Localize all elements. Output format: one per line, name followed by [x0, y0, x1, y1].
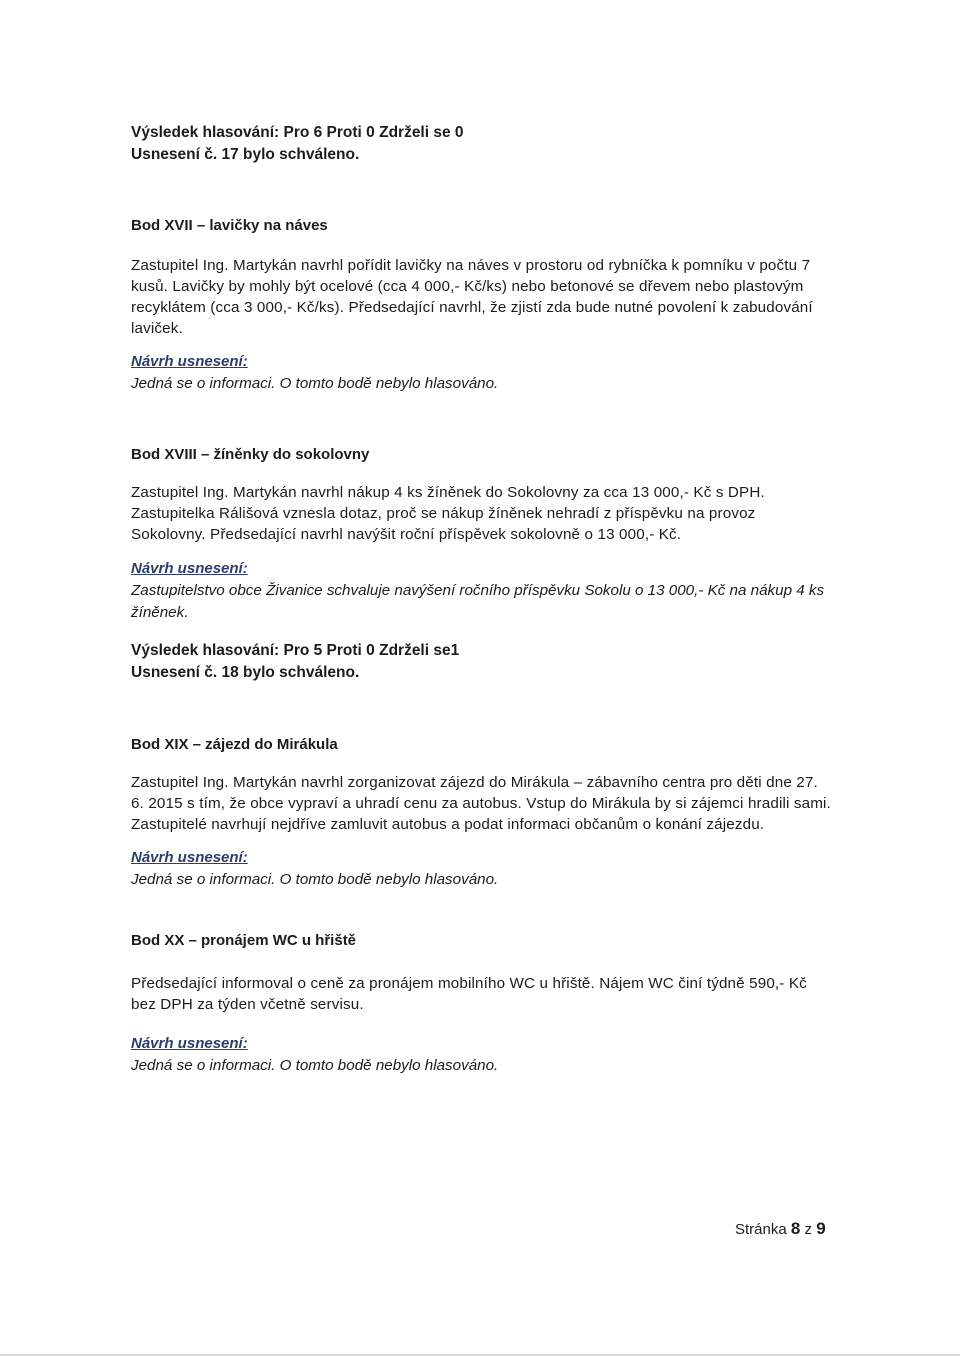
proposal-label: Návrh usnesení:: [131, 1035, 248, 1052]
section-bod-xvii: [131, 215, 831, 237]
page-number-prefix: Stránka: [735, 1221, 791, 1238]
section-bod-xix-proposal: [131, 847, 831, 891]
proposal-text: Jedná se o informaci. O tomto bodě nebylo hlasováno.: [131, 871, 499, 888]
vote-result-line: Výsledek hlasování: Pro 6 Proti 0 Zdrželi se 0: [131, 124, 464, 141]
section-heading: Bod XVIII – žíněnky do sokolovny: [131, 446, 370, 463]
page-number-middle: z: [800, 1221, 817, 1238]
proposal-label: Návrh usnesení:: [131, 560, 248, 577]
section-heading: Bod XIX – zájezd do Mirákula: [131, 736, 338, 753]
section-bod-xviii-body: [131, 482, 831, 545]
page-number: [735, 1219, 826, 1240]
section-bod-xvii-proposal: [131, 351, 831, 395]
page-number-total: 9: [816, 1219, 826, 1238]
section-bod-xx: [131, 930, 831, 952]
proposal-label: Návrh usnesení:: [131, 353, 248, 370]
proposal-text: Zastupitelstvo obce Živanice schvaluje navýšení ročního příspěvku Sokolu o 13 000,- Kč na nákup 4 ks žíněnek.: [131, 582, 825, 621]
scan-edge-divider: [0, 1354, 960, 1356]
section-heading: Bod XX – pronájem WC u hřiště: [131, 932, 357, 949]
section-heading: Bod XVII – lavičky na náves: [131, 217, 328, 234]
proposal-text: Jedná se o informaci. O tomto bodě nebylo hlasováno.: [131, 1057, 499, 1074]
section-bod-xix-body: [131, 772, 831, 835]
proposal-label: Návrh usnesení:: [131, 849, 248, 866]
proposal-text: Jedná se o informaci. O tomto bodě nebylo hlasováno.: [131, 375, 499, 392]
section-paragraph: Předsedající informoval o ceně za pronájem mobilního WC u hřiště. Nájem WC činí týdně 590,- Kč bez DPH za týden včetně servisu.: [131, 975, 807, 1013]
page-number-current: 8: [790, 1219, 801, 1238]
section-bod-xix: [131, 734, 831, 756]
resolution-approved-line: Usnesení č. 17 bylo schváleno.: [131, 146, 360, 163]
section-paragraph: Zastupitel Ing. Martykán navrhl nákup 4 ks žíněnek do Sokolovny za cca 13 000,- Kč s DPH. Zastupitelka Rálišová vznesla dotaz, proč se nákup žíněnek nehradí z příspěvku na provoz Sokolovny. Předsedající navrhl navýšit roční příspěvek sokolovně o 13 000,- Kč.: [131, 484, 765, 543]
vote-result-18: [131, 640, 831, 684]
section-paragraph: Zastupitel Ing. Martykán navrhl pořídit lavičky na náves v prostoru od rybníčka k pomníku v počtu 7 kusů. Lavičky by mohly být ocelové (cca 4 000,- Kč/ks) nebo betonové se dřevem nebo plastovým recyklátem (cca 3 000,- Kč/ks). Předsedající navrhl, že zjistí zda bude nutné povolení k zabudování laviček.: [131, 257, 813, 337]
section-bod-xx-body: [131, 973, 831, 1015]
section-bod-xviii-proposal: [131, 558, 831, 624]
vote-result-line: Výsledek hlasování: Pro 5 Proti 0 Zdrželi se1: [131, 642, 460, 659]
section-bod-xvii-body: [131, 255, 831, 339]
resolution-approved-line: Usnesení č. 18 bylo schváleno.: [131, 664, 360, 681]
section-bod-xx-proposal: [131, 1033, 831, 1077]
section-bod-xviii: [131, 444, 831, 466]
section-paragraph: Zastupitel Ing. Martykán navrhl zorganizovat zájezd do Mirákula – zábavního centra pro děti dne 27. 6. 2015 s tím, že obce vypraví a uhradí cenu za autobus. Vstup do Mirákula by si zájemci hradili sami. Zastupitelé navrhují nejdříve zamluvit autobus a podat informaci občanům o konání zájezdu.: [131, 774, 831, 833]
vote-result-17: [131, 122, 831, 166]
